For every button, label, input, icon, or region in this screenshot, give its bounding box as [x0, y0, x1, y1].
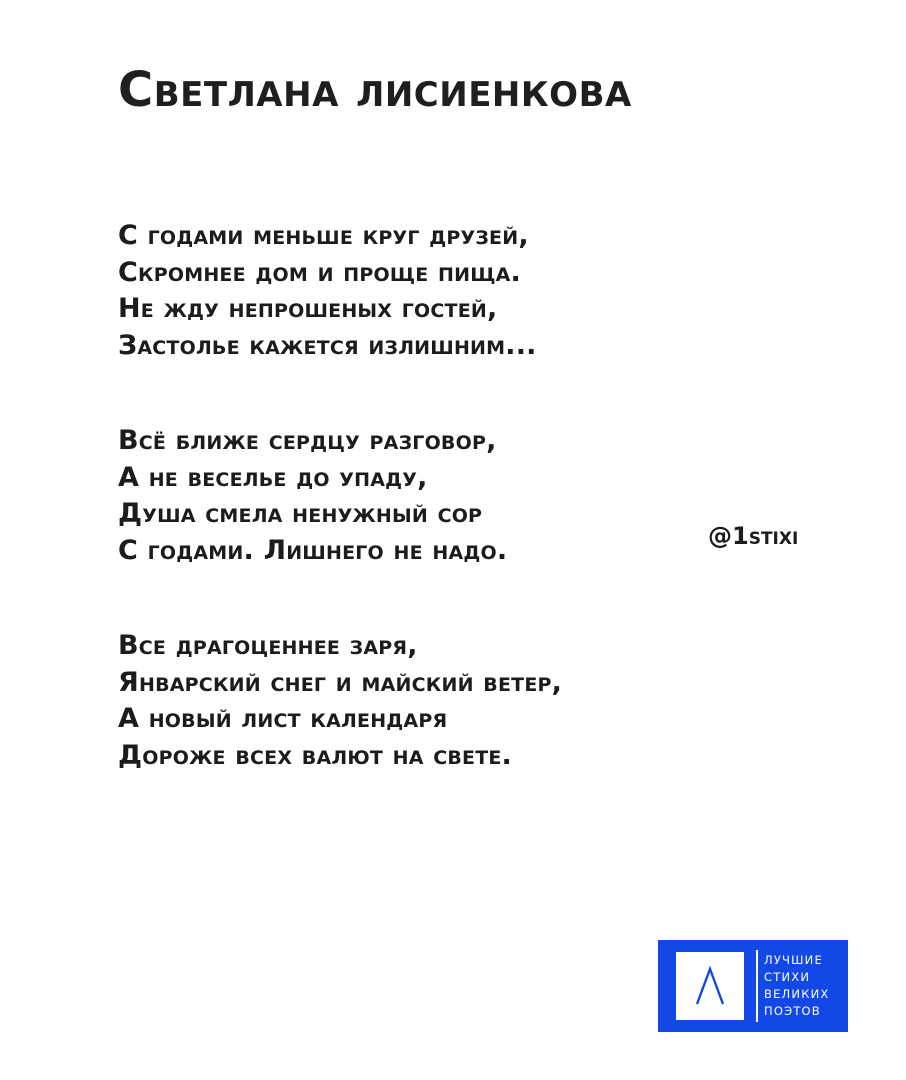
lambda-icon: [676, 952, 744, 1020]
logo-line: ВЕЛИКИХ: [764, 987, 830, 1001]
poem-line: С годами. Лишнего не надо.: [118, 534, 508, 566]
poem-line: А не веселье до упаду,: [118, 461, 428, 493]
stanza-3: [118, 628, 562, 774]
poem-line: Январский снег и майский ветер,: [118, 666, 563, 698]
poem-line: С годами меньше круг друзей,: [118, 220, 529, 251]
publisher-logo: [658, 940, 848, 1032]
poem-line: Не жду непрошеных гостей,: [118, 293, 498, 324]
poem-line: Скромнее дом и проще пища.: [118, 256, 521, 288]
poem-line: Дороже всех валют на свете.: [118, 739, 513, 771]
poem-line: Всё ближе сердцу разговор,: [118, 425, 497, 456]
social-handle: @1stixi: [708, 522, 799, 550]
poem-body: [118, 218, 562, 833]
logo-line: СТИХИ: [764, 970, 811, 984]
poem-line: Застолье кажется излишним...: [118, 329, 537, 361]
stanza-2: [118, 423, 562, 569]
logo-line: ПОЭТОВ: [764, 1004, 821, 1018]
poem-line: Душа смела ненужный сор: [118, 498, 483, 529]
logo-line: ЛУЧШИЕ: [764, 953, 823, 967]
poem-line: Все драгоценнее заря,: [118, 630, 418, 661]
logo-divider: [756, 950, 758, 1022]
stanza-1: [118, 218, 562, 364]
poem-line: А новый лист календаря: [118, 703, 448, 734]
logo-text: [764, 952, 829, 1020]
author-name: Светлана лисиенкова: [118, 62, 632, 118]
